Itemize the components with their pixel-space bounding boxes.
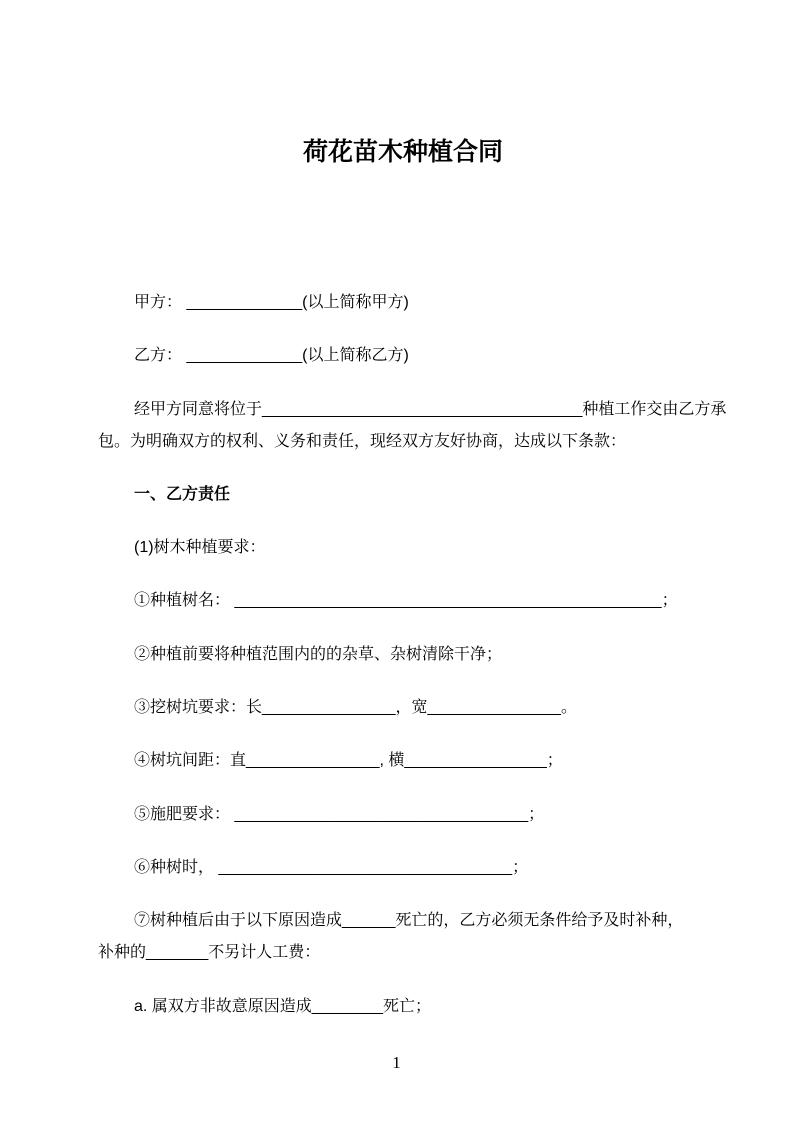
clause-replanting [98,905,708,969]
party-a-line: 甲方： _____________(以上简称甲方) [134,294,409,311]
clause-planting-time: ⑥种树时， _________________________________； [134,858,529,876]
item-tree-planting-requirements: (1)树木种植要求： [134,539,266,557]
clause-replanting-line-1: ⑦树种植后由于以下原因造成______死亡的，乙方必须无条件给予及时补种， [134,912,684,930]
party-b-line: 乙方： _____________(以上简称乙方) [134,347,409,365]
intro-paragraph [98,394,727,458]
section-heading-party-b-duties: 一、乙方责任 [134,485,231,503]
clause-replanting-item-a: a. 属双方非故意原因造成________死亡； [134,997,431,1015]
clause-replanting-line-2: 补种的_______不另计人工费： [98,944,321,962]
page-number: 1 [392,1053,401,1072]
clause-weed-clearing: ②种植前要将种植范围内的的杂草、杂树清除干净； [134,645,503,663]
clause-fertilizer: ⑤施肥要求： _________________________________； [134,805,545,823]
clause-tree-name: ①种植树名： ________________________________________________； [134,592,678,610]
document-title: 荷花苗木种植合同 [302,138,503,166]
clause-pit-size: ③挖树坑要求：长_______________，宽_______________。 [134,699,577,717]
intro-line-1: 经甲方同意将位于____________________________________种植工作交由乙方承 [134,400,727,418]
clause-pit-spacing: ④树坑间距：直_______________, 横________________； [134,752,563,770]
intro-line-2: 包。为明确双方的权利、义务和责任，现经双方友好协商，达成以下条款： [98,432,627,450]
